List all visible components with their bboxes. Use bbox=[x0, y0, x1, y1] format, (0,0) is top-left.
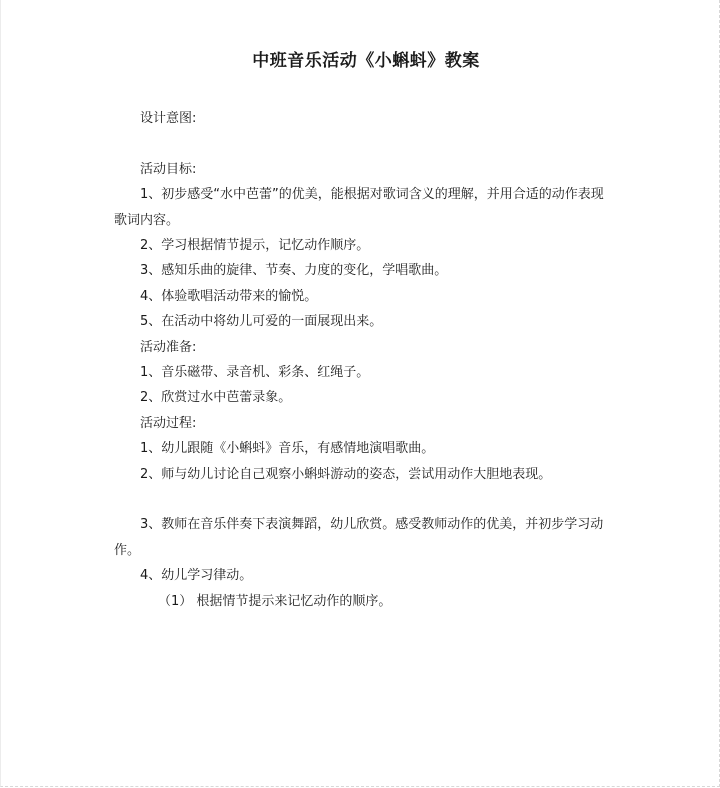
paragraph-process-3: 3、教师在音乐伴奏下表演舞蹈，幼儿欣赏。感受教师动作的优美，并初步学习动作。 bbox=[114, 517, 604, 558]
paragraph-process-4: 4、幼儿学习律动。 bbox=[140, 568, 253, 584]
document-title: 中班音乐活动《小蝌蚪》教案 bbox=[252, 51, 480, 71]
blank-line bbox=[114, 131, 614, 156]
paragraph-process-4-sub-1: （1） 根据情节提示来记忆动作的顺序。 bbox=[158, 593, 392, 609]
paragraph-goal-3: 3、感知乐曲的旋律、节奏、力度的变化，学唱歌曲。 bbox=[140, 263, 448, 279]
paragraph-design-intent: 设计意图: bbox=[140, 111, 197, 126]
paragraph-goal-4: 4、体验歌唱活动带来的愉悦。 bbox=[140, 288, 318, 304]
blank-line bbox=[114, 487, 614, 512]
paragraph-process-2: 2、师与幼儿讨论自己观察小蝌蚪游动的姿态，尝试用动作大胆地表现。 bbox=[140, 466, 552, 482]
paragraph-goal-1: 1、初步感受“水中芭蕾”的优美，能根据对歌词含义的理解，并用合适的动作表现歌词内容。 bbox=[114, 187, 604, 228]
paragraph-prep-2: 2、欣赏过水中芭蕾录象。 bbox=[140, 390, 292, 406]
paragraph-process-1: 1、幼儿跟随《小蝌蚪》音乐，有感情地演唱歌曲。 bbox=[140, 441, 435, 457]
paragraph-prep-1: 1、音乐磁带、录音机、彩条、红绳子。 bbox=[140, 365, 370, 381]
paragraph-goal-5: 5、在活动中将幼儿可爱的一面展现出来。 bbox=[140, 314, 383, 330]
document-body bbox=[114, 48, 614, 614]
paragraph-prep-heading: 活动准备: bbox=[140, 339, 197, 355]
paragraph-process-heading: 活动过程: bbox=[140, 415, 197, 431]
paragraph-goal-2: 2、学习根据情节提示，记忆动作顺序。 bbox=[140, 238, 370, 254]
paragraph-goals-heading: 活动目标: bbox=[140, 161, 197, 177]
